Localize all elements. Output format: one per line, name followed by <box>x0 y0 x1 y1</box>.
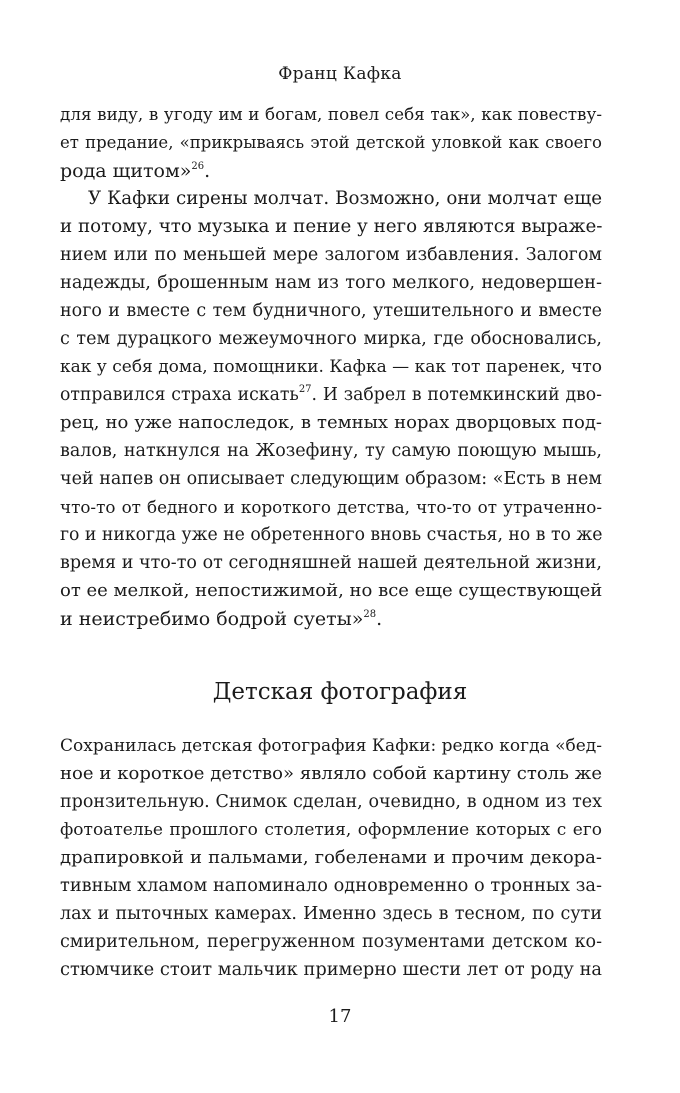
text-fragment: . И забрел в потемкинский дво- <box>311 385 602 405</box>
footnote-ref[interactable]: 27 <box>298 384 312 395</box>
text-line: тивным хламом напоминало одновременно о тронных за- <box>60 876 602 896</box>
text-line: как у себя дома, помощники. Кафка — как тот паренек, что <box>60 357 602 377</box>
text-line: для виду, в угоду им и богам, повел себя так», как повеству- <box>60 104 602 124</box>
text-line: и неистребимо бодрой суеты»$^{28}$. <box>60 608 383 630</box>
running-head: Франц Кафка <box>278 64 402 84</box>
text-line: ного и вместе с тем будничного, утешительного и вместе <box>60 301 602 321</box>
section-title: Детская фотография <box>212 679 468 705</box>
text-line: смирительном, перегруженном позументами детском ко- <box>60 932 602 952</box>
text-line: го и никогда уже не обретенного вновь счастья, но в то же <box>60 525 603 545</box>
text-line: рода щитом»$^{26}$. <box>60 160 211 182</box>
text-line: рец, но уже напоследок, в темных норах дворцовых под- <box>60 412 602 433</box>
text-line: Сохранилась детская фотография Кафки: редко когда «бед- <box>60 736 602 756</box>
text-line: пронзительную. Снимок сделан, очевидно, в одном из тех <box>60 792 602 812</box>
text-line: чей напев он описывает следующим образом: «Есть в нем <box>60 469 602 489</box>
text-line: от ее мелкой, непостижимой, но все еще существующей <box>60 580 603 601</box>
text-line: и потому, что музыка и пение у него являются выраже- <box>60 216 603 237</box>
footnote-ref[interactable]: 26 <box>191 161 205 172</box>
text-line: что-то от бедного и короткого детства, что-то от утраченно- <box>60 497 602 517</box>
text-line: с тем дурацкого межеумочного мирка, где обосновались, <box>60 329 602 349</box>
text-line: лах и пыточных камерах. Именно здесь в тесном, по сути <box>60 904 602 924</box>
footnote-ref[interactable]: 28 <box>363 609 377 620</box>
text-line: драпировкой и пальмами, гобеленами и прочим декора- <box>60 847 602 868</box>
text-line: нием или по меньшей мере залогом избавления. Залогом <box>60 245 602 265</box>
text-line: время и что-то от сегодняшней нашей деятельной жизни, <box>60 553 602 573</box>
page-number: 17 <box>328 1006 352 1027</box>
text-line: ет предание, «прикрываясь этой детской уловкой как своего <box>60 133 602 152</box>
text-fragment: и неистребимо бодрой суеты» <box>60 608 364 630</box>
text-line: стюмчике стоит мальчик примерно шести лет от роду на <box>60 960 602 980</box>
text-line <box>60 382 602 408</box>
text-line: ное и короткое детство» являло собой картину столь же <box>60 763 602 784</box>
text-line: У Кафки сирены молчат. Возможно, они молчат еще <box>88 188 602 209</box>
text-fragment: рода щитом» <box>60 160 192 182</box>
text-line: валов, наткнулся на Жозефину, ту самую поющую мышь, <box>60 441 602 461</box>
text-line: надежды, брошенным нам из того мелкого, недовершен- <box>60 273 602 293</box>
text-fragment: отправился страха искать <box>60 385 299 405</box>
text-line: фотоателье прошлого столетия, оформление которых с его <box>60 820 602 840</box>
